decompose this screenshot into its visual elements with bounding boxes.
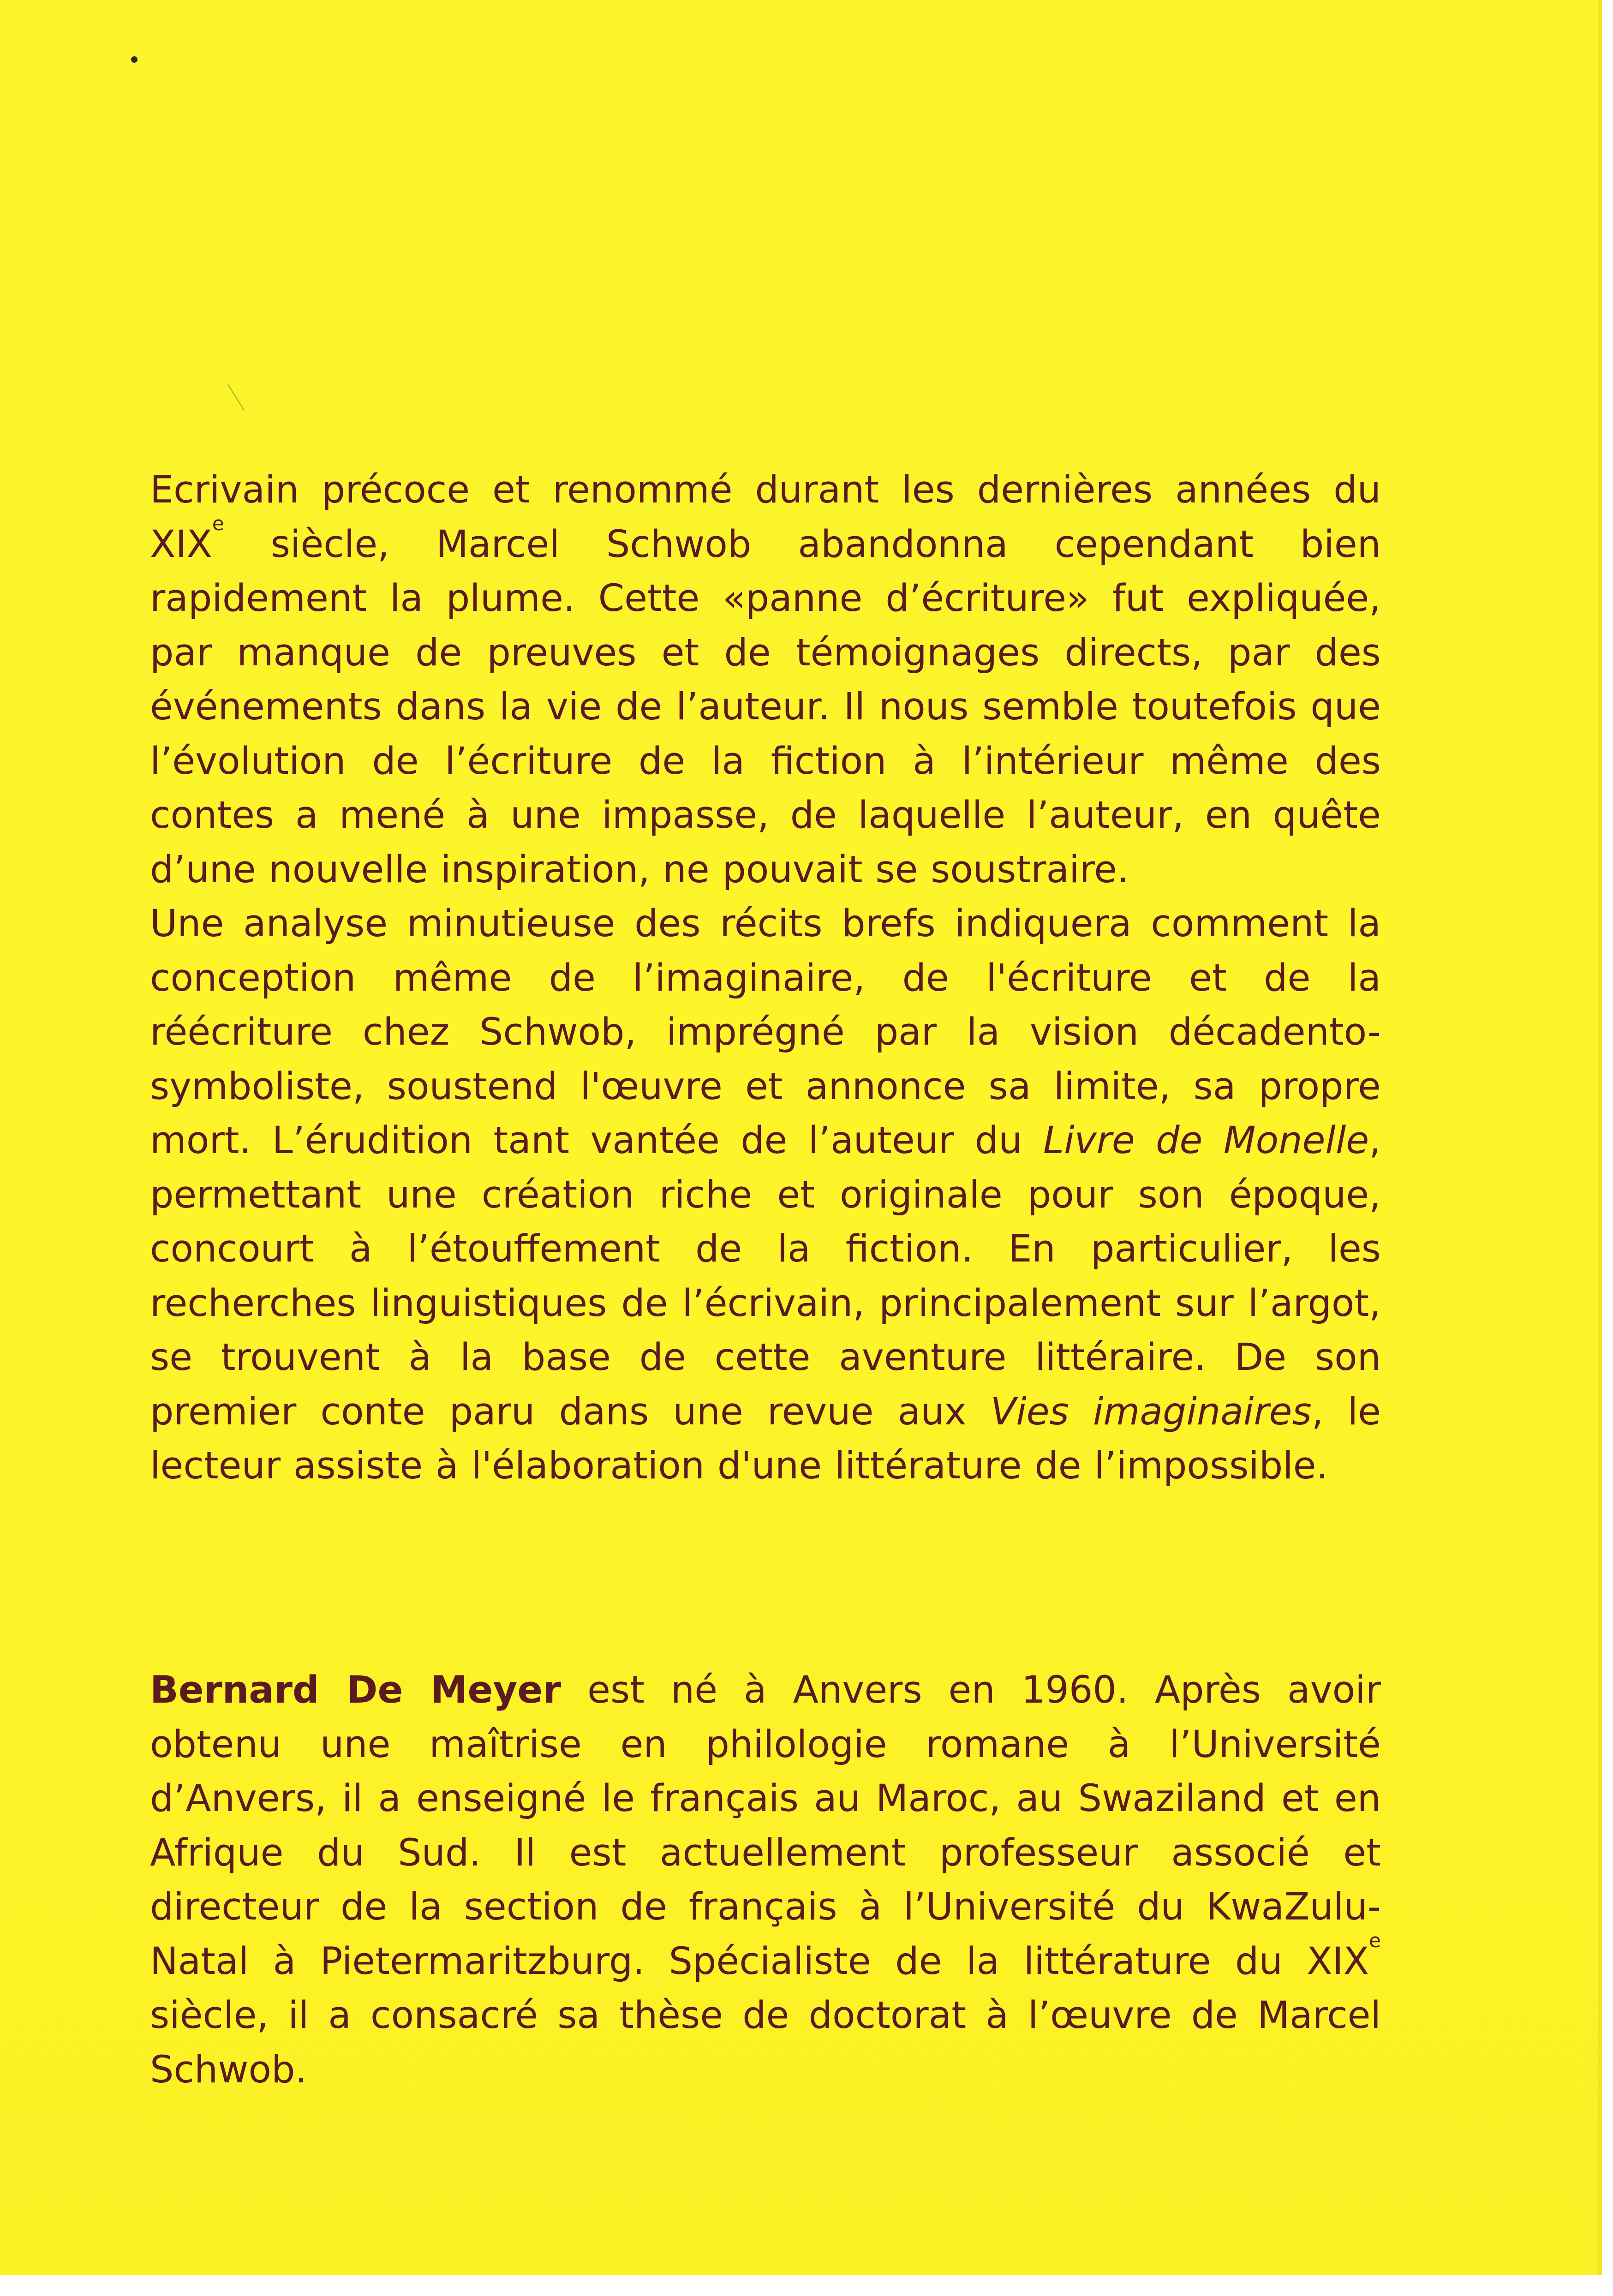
book-title-vies-imaginaires: Vies imaginaires xyxy=(990,1390,1312,1434)
scratch-mark xyxy=(227,384,245,411)
superscript-e: e xyxy=(212,512,224,535)
bio-text-a: est né à Anvers en 1960. Après avoir obtenu une maîtrise en philologie romane à l’Université d’Anvers, il a enseigné le français au Maroc, au Swaziland et en Afrique du Sud. Il est actuellement professeur associé et directeur de la section de français à l’Université du KwaZulu-Natal à Pietermaritzburg. Spécialiste de la littérature du XIX xyxy=(150,1668,1381,1983)
summary-p1-text-b: siècle, Marcel Schwob abandonna cependant bien rapidement la plume. Cette «panne d’écriture» fut expliquée, par manque de preuves et de témoignages directs, par des événements dans la vie de l’auteur. Il nous semble toutefois que l’évolution de l’écriture de la fiction à l’intérieur même des contes a mené à une impasse, de laquelle l’auteur, en quête d’une nouvelle inspiration, ne pouvait se soustraire. xyxy=(150,522,1381,891)
author-name: Bernard De Meyer xyxy=(150,1668,562,1712)
author-biography xyxy=(150,1663,1381,2097)
bio-text-b: siècle, il a consacré sa thèse de doctorat à l’œuvre de Marcel Schwob. xyxy=(150,1994,1381,2092)
summary-p2-text-c: , le lecteur assiste à l'élaboration d'une littérature de l’impossible. xyxy=(150,1390,1381,1488)
summary-paragraph-1 xyxy=(150,463,1381,897)
summary-p2-text-b: , permettant une création riche et originale pour son époque, concourt à l’étouffement de la fiction. En particulier, les recherches linguistiques de l’écrivain, principalement sur l’argot, se trouvent à la base de cette aventure littéraire. De son premier conte paru dans une revue aux xyxy=(150,1119,1381,1434)
summary-paragraph-2 xyxy=(150,897,1381,1494)
summary-p1-text-a: Ecrivain précoce et renommé durant les dernières années du XIX xyxy=(150,468,1381,566)
scan-margin xyxy=(0,2275,1613,2296)
superscript-e: e xyxy=(1369,1929,1381,1952)
book-summary xyxy=(150,463,1381,1494)
print-dot-mark xyxy=(131,56,137,63)
book-title-livre-de-monelle: Livre de Monelle xyxy=(1043,1119,1369,1162)
summary-p2-text-a: Une analyse minutieuse des récits brefs indiquera comment la conception même de l’imaginaire, de l'écriture et de la réécriture chez Schwob, imprégné par la vision décadento-symboliste, soustend l'œuvre et annonce sa limite, sa propre mort. L’érudition tant vantée de l’auteur du xyxy=(150,902,1381,1162)
bio-paragraph xyxy=(150,1663,1381,2097)
